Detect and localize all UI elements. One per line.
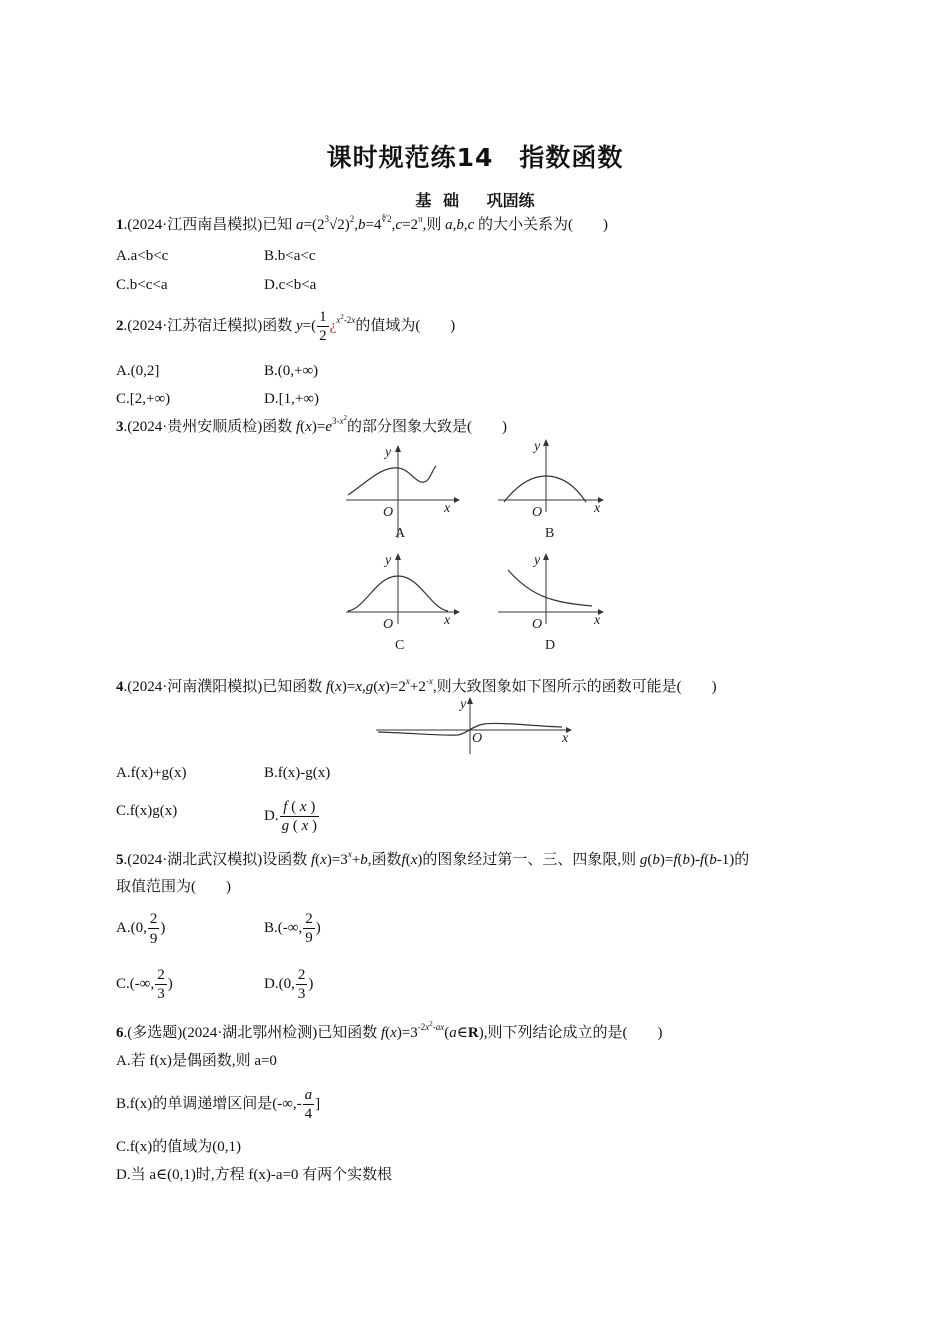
question-mid: ,函数 (367, 852, 402, 868)
math-expression: $f(x)=3^x+b$ (311, 849, 368, 868)
graph-b (494, 440, 614, 550)
question-source: .(2024·江苏宿迁模拟)函数 (123, 318, 293, 334)
option-a: A.若 f(x)是偶函数,则 a=0 (116, 1053, 277, 1069)
question-number: 4 (116, 679, 124, 695)
option-b: B.(0,+∞) (264, 363, 319, 379)
question-3 (116, 416, 507, 438)
axis-x-label: x (444, 501, 451, 516)
option-d-label: D. (264, 808, 279, 824)
axis-x-label: x (562, 731, 569, 746)
question-source: .(多选题)(2024·湖北鄂州检测)已知函数 (123, 1025, 378, 1041)
origin-label: O (532, 505, 543, 520)
option-a: A.f(x)+g(x) (116, 765, 187, 781)
question-number: 5 (116, 852, 124, 868)
option-a: A.(0,2] (116, 363, 160, 379)
axis-x-label: x (444, 613, 451, 628)
question-source: .(2024·江西南昌模拟)已知 (123, 217, 293, 233)
option-b: B.f(x)的单调递增区间是(-∞,- $\frac{a}{4}$ ] (116, 1087, 321, 1123)
question-tail: 的图象经过第一、三、四象限,则 (422, 852, 637, 868)
graph-q4 (372, 696, 582, 758)
question-tail: 的大小关系为( ) (478, 217, 609, 233)
origin-label: O (383, 617, 394, 632)
option-d: D.(0, $\frac{2}{3}$ ) (264, 967, 314, 1003)
math-expression: f(x) (401, 852, 423, 868)
graph-c (342, 550, 462, 660)
option-d: D.当 a∈(0,1)时,方程 f(x)-a=0 有两个实数根 (116, 1167, 393, 1183)
option-a-label: A.(0, (116, 920, 147, 936)
axis-x-label: x (594, 501, 601, 516)
math-expression: $f(x)=3^{-2x^2-ax}(a\in R)$ (380, 1020, 484, 1041)
question-number: 6 (116, 1025, 124, 1041)
page-title: 课时规范练14 指数函数 (326, 143, 624, 172)
origin-label: O (472, 731, 483, 746)
graph-label: A (395, 526, 406, 541)
option-a: A.(0, $\frac{2}{9}$ ) (116, 910, 166, 947)
option-a: A.a<b<c (116, 248, 169, 264)
math-expression: y=( $\frac{1}{2}$ ¿$^{x^2-2x}$ (296, 309, 356, 345)
graph-d (494, 550, 614, 660)
axis-y-label: y (460, 697, 467, 712)
math-expression: $a=(2^3√2)^2,b=4^{∜2},c=2^\pi$,则 a,b,c (296, 214, 475, 233)
option-b: B.f(x)-g(x) (264, 765, 331, 781)
axis-y-label: y (385, 445, 392, 460)
question-2 (116, 308, 455, 345)
question-number: 2 (116, 318, 124, 334)
question-5 (116, 849, 749, 871)
graph-label: D (545, 638, 556, 653)
option-b-label: B.(-∞, (264, 920, 303, 936)
option-d-label: D.(0, (264, 976, 295, 992)
question-number: 1 (116, 217, 124, 233)
question-source: .(2024·河南濮阳模拟)已知函数 (123, 679, 323, 695)
question-source: .(2024·贵州安顺质检)函数 (123, 419, 293, 435)
question-tail: 的部分图象大致是( ) (346, 419, 507, 435)
option-c: C.[2,+∞) (116, 391, 171, 407)
origin-label: O (383, 505, 394, 520)
question-6 (116, 1022, 663, 1044)
question-5-line-2: 取值范围为( ) (116, 879, 231, 895)
graph-label: B (545, 526, 555, 541)
math-expression: g(b)=f(b)-f(b-1)的 (639, 852, 750, 868)
question-tail: ,则大致图象如下图所示的函数可能是( ) (432, 679, 717, 695)
question-source: .(2024·湖北武汉模拟)设函数 (123, 852, 308, 868)
option-c-label: C.(-∞, (116, 976, 155, 992)
axis-y-label: y (534, 439, 541, 454)
math-expression: $f(x)=e^{3-x^2}$ (296, 414, 347, 435)
graph-a (342, 440, 462, 550)
origin-label: O (532, 617, 543, 632)
option-c: C.f(x)g(x) (116, 803, 178, 819)
question-number: 3 (116, 419, 124, 435)
option-b-label: B.f(x)的单调递增区间是(-∞,- (116, 1096, 302, 1112)
question-tail: ,则下列结论成立的是( ) (483, 1025, 663, 1041)
option-d: D.c<b<a (264, 277, 317, 293)
question-tail: 的值域为( ) (355, 318, 456, 334)
option-b: B.b<a<c (264, 248, 316, 264)
axis-x-label: x (594, 613, 601, 628)
axis-y-label: y (385, 553, 392, 568)
option-d: D. $\frac{f ( x )}{g ( x )}$ (264, 799, 318, 835)
question-1 (116, 214, 608, 236)
math-expression: $f(x)=x,g(x)=2^x+2^{-x}$ (326, 676, 433, 695)
option-b: B.(-∞, $\frac{2}{9}$ ) (264, 911, 321, 947)
option-c: C.b<c<a (116, 277, 168, 293)
question-4 (116, 676, 717, 698)
option-c: C.(-∞, $\frac{2}{3}$ ) (116, 967, 173, 1003)
option-d: D.[1,+∞) (264, 391, 319, 407)
section-title: 基 础 巩固练 (415, 191, 535, 210)
graph-label: C (395, 638, 405, 653)
option-c: C.f(x)的值域为(0,1) (116, 1139, 241, 1155)
axis-y-label: y (534, 553, 541, 568)
